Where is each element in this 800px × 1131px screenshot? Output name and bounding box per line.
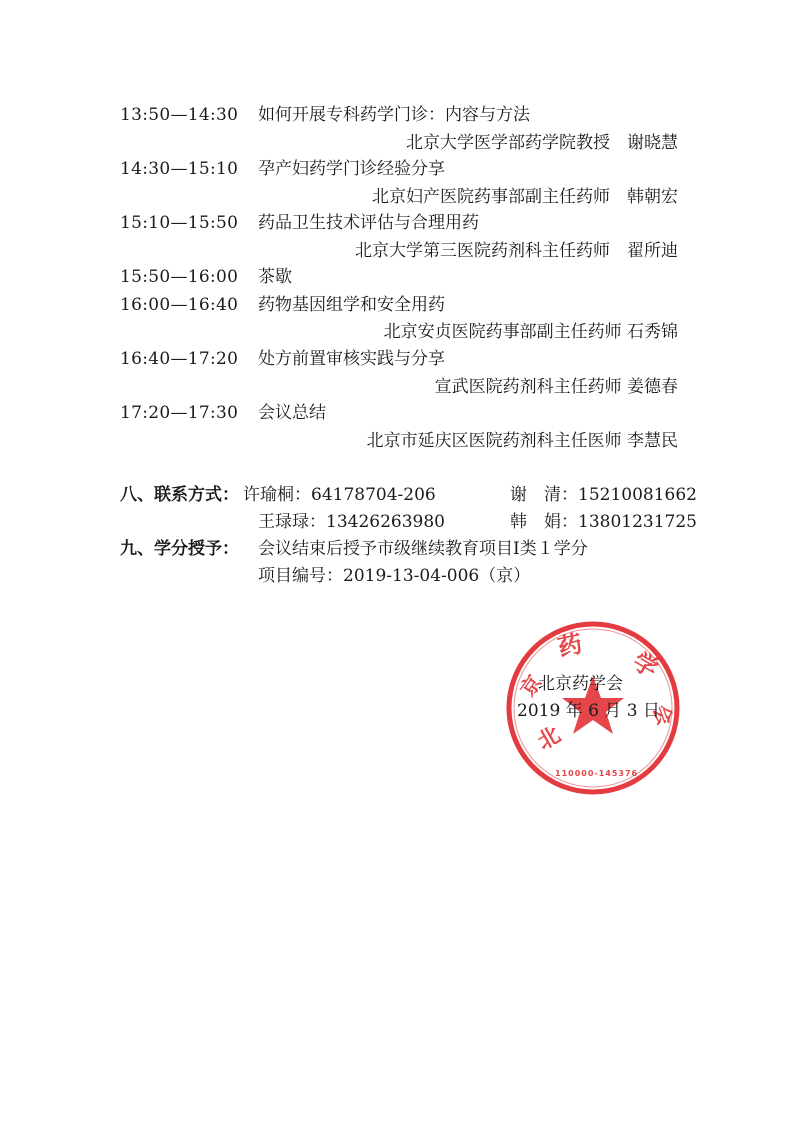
svg-text:京: 京 — [515, 670, 547, 701]
schedule-time: 16:40—17:20 — [120, 349, 239, 369]
credit-heading: 九、学分授予： — [120, 539, 239, 559]
schedule-speaker: 北京市延庆区医院药剂科主任医师 李慧民 — [366, 431, 678, 451]
schedule-time: 13:50—14:30 — [120, 105, 239, 125]
schedule-speaker: 宣武医院药剂科主任药师 姜德春 — [434, 377, 678, 397]
schedule-speaker: 北京大学医学部药学院教授 谢晓慧 — [406, 133, 678, 153]
contact-entry: 谢 清：15210081662 — [510, 485, 697, 505]
project-number: 项目编号：2019-13-04-006（京） — [258, 566, 531, 586]
schedule-topic: 茶歇 — [258, 267, 292, 287]
schedule-time: 15:50—16:00 — [120, 267, 239, 287]
svg-text:110000-145376: 110000-145376 — [555, 769, 639, 778]
svg-text:会: 会 — [648, 701, 678, 729]
credit-description: 会议结束后授予市级继续教育项目Ⅰ类１学分 — [258, 539, 588, 559]
schedule-time: 14:30—15:10 — [120, 159, 239, 179]
contact-entry: 王琭琭：13426263980 — [258, 512, 445, 532]
schedule-topic: 药品卫生技术评估与合理用药 — [258, 213, 479, 233]
issue-date: 2019 年 6 月 3 日 — [517, 701, 660, 721]
schedule-topic: 会议总结 — [258, 403, 326, 423]
schedule-topic: 如何开展专科药学门诊：内容与方法 — [258, 105, 530, 125]
schedule-speaker: 北京大学第三医院药剂科主任药师 翟所迪 — [355, 241, 678, 261]
svg-text:北: 北 — [533, 722, 566, 756]
svg-text:学: 学 — [628, 646, 663, 684]
contact-entry: 许瑜桐：64178704-206 — [243, 485, 436, 505]
contact-entry: 韩 娟：13801231725 — [510, 512, 697, 532]
schedule-speaker: 北京妇产医院药事部副主任药师 韩朝宏 — [372, 187, 678, 207]
schedule-topic: 孕产妇药学门诊经验分享 — [258, 159, 445, 179]
schedule-topic: 处方前置审核实践与分享 — [258, 349, 445, 369]
svg-text:药: 药 — [555, 629, 585, 662]
schedule-topic: 药物基因组学和安全用药 — [258, 295, 445, 315]
issuing-organization: 北京药学会 — [538, 674, 623, 694]
schedule-time: 16:00—16:40 — [120, 295, 239, 315]
schedule-time: 17:20—17:30 — [120, 403, 239, 423]
schedule-speaker: 北京安贞医院药事部副主任药师 石秀锦 — [383, 322, 678, 342]
contact-heading: 八、联系方式： — [120, 485, 239, 505]
schedule-time: 15:10—15:50 — [120, 213, 239, 233]
